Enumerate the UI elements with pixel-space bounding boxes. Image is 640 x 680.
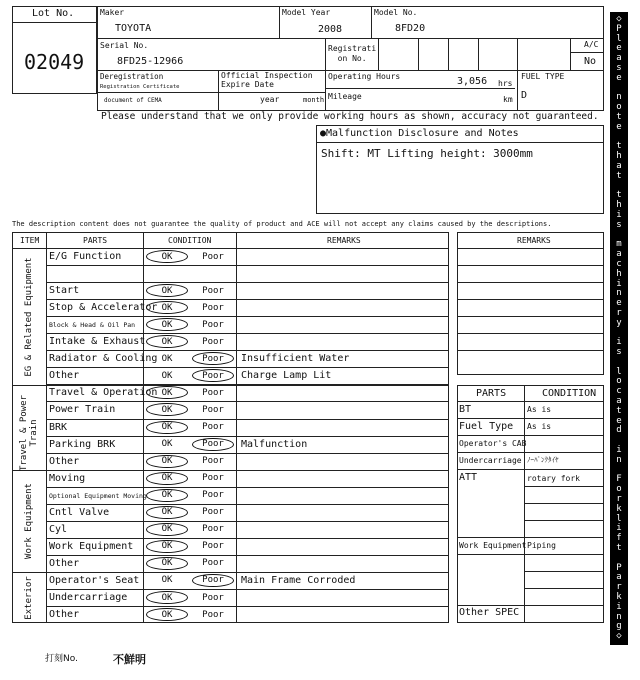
spec-part-undercarriage: Undercarriage — [459, 456, 522, 465]
condition-poor[interactable]: Poor — [202, 609, 224, 620]
spec-cond-work: Piping — [527, 541, 556, 550]
fuel-type-label: FUEL TYPE — [521, 72, 565, 81]
part-label: Block & Head & Oil Pan — [49, 321, 136, 330]
ac-label: A/C — [584, 40, 599, 49]
remarks2-table — [457, 232, 604, 375]
side-banner-char: k — [616, 503, 622, 514]
spec-condition-header: CONDITION — [542, 388, 597, 399]
remark-text: Main Frame Corroded — [241, 574, 356, 586]
side-banner-char: a — [616, 572, 622, 583]
part-label: Other — [49, 455, 80, 467]
spec-part-att: ATT — [459, 472, 478, 483]
remark-text: Charge Lamp Lit — [241, 370, 332, 382]
spec-cond-bt: As is — [527, 405, 552, 414]
condition-poor[interactable]: Poor — [202, 319, 224, 330]
side-banner-char: e — [616, 298, 622, 309]
maker-label: Maker — [100, 8, 125, 17]
side-banner-char: t — [616, 190, 622, 201]
condition-ok[interactable]: OK — [146, 455, 188, 468]
serial-value: 8FD25-12966 — [117, 56, 184, 67]
side-banner-char: d — [616, 425, 622, 436]
condition-poor[interactable]: Poor — [202, 251, 224, 262]
part-label: Operator's Seat — [49, 574, 140, 586]
dereg-label-3: document of CEMA — [104, 97, 162, 104]
side-banner-char: ◇ — [616, 631, 622, 642]
inspection-label-1: Official Inspection — [221, 71, 313, 80]
part-label: Cyl — [49, 523, 68, 535]
condition-ok[interactable]: OK — [146, 318, 188, 331]
condition-poor[interactable]: Poor — [192, 574, 234, 587]
dereg-label-2: Registration Certificate — [100, 84, 180, 90]
condition-poor[interactable]: Poor — [202, 524, 224, 535]
side-banner-char: o — [616, 102, 622, 113]
group-work: Work Equipment — [24, 483, 34, 559]
part-label: Other — [49, 609, 80, 621]
inspection-label-2: Expire Date — [221, 80, 274, 89]
side-banner-char: l — [616, 366, 622, 377]
model-year-value: 2008 — [318, 24, 343, 35]
side-banner-char: h — [616, 268, 622, 279]
side-banner-char: n — [616, 454, 622, 465]
part-label: Parking BRK — [49, 438, 116, 450]
condition-ok[interactable]: OK — [146, 403, 188, 416]
side-banner-char: t — [616, 543, 622, 554]
model-no-label: Model No. — [374, 8, 418, 17]
maker-value: TOYOTA — [115, 23, 152, 34]
remarks2-header: REMARKS — [517, 236, 551, 245]
condition-poor[interactable]: Poor — [202, 456, 224, 467]
part-label: Cntl Valve — [49, 506, 110, 518]
registration-label: Registrati on No. — [328, 44, 377, 63]
side-banner-char: e — [616, 43, 622, 54]
condition-poor[interactable]: Poor — [202, 285, 224, 296]
part-label: Work Equipment — [49, 540, 134, 552]
side-banner-char: t — [616, 111, 622, 122]
part-label: E/G Function — [49, 251, 122, 262]
part-label: Undercarriage — [49, 592, 128, 603]
condition-ok[interactable]: OK — [146, 489, 188, 502]
side-banner-char: a — [616, 249, 622, 260]
side-banner-char: g — [616, 621, 622, 632]
part-label: Stop & Accelerator — [49, 302, 158, 314]
side-banner-char: i — [616, 601, 622, 612]
side-banner-char: o — [616, 376, 622, 387]
remark-text: Malfunction — [241, 438, 308, 450]
remark-text: Insufficient Water — [241, 353, 350, 365]
part-label: Other — [49, 370, 80, 382]
condition-ok[interactable]: OK — [146, 301, 188, 314]
side-banner-char: t — [616, 405, 622, 416]
side-banner-char: c — [616, 258, 622, 269]
spec-part-cab: Operator's CAB — [459, 439, 527, 448]
condition-poor[interactable]: Poor — [202, 558, 224, 569]
side-banner-char: e — [616, 415, 622, 426]
side-banner-char: s — [616, 347, 622, 358]
lot-label: Lot No. — [32, 8, 75, 19]
side-banner-char: P — [616, 562, 622, 573]
condition-ok[interactable]: OK — [161, 353, 173, 364]
condition-ok[interactable]: OK — [146, 472, 188, 485]
side-banner-char: l — [616, 33, 622, 44]
part-label: Optional Equipment Moving — [49, 491, 147, 500]
condition-ok[interactable]: OK — [146, 591, 188, 604]
hours-notice: Please understand that we only provide working hours as shown, accuracy not guaranteed. — [101, 111, 599, 122]
side-banner-char: y — [616, 317, 622, 328]
condition-poor[interactable]: Poor — [202, 422, 224, 432]
side-banner-char: s — [616, 62, 622, 73]
condition-ok[interactable]: OK — [146, 421, 188, 434]
spec-cond-undercarriage: ﾉｰﾊﾟﾝｸﾀｲﾔ — [527, 456, 559, 464]
stamp-label: 打刻No. — [45, 654, 78, 664]
side-banner-char: k — [616, 592, 622, 603]
side-banner-char: l — [616, 513, 622, 524]
side-banner-char: r — [616, 582, 622, 593]
part-label: BRK — [49, 421, 68, 433]
condition-poor[interactable]: Poor — [192, 369, 234, 382]
condition-ok[interactable]: OK — [161, 370, 173, 381]
side-banner-char: r — [616, 307, 622, 318]
lot-number: 02049 — [24, 50, 85, 74]
side-banner-char: h — [616, 200, 622, 211]
side-banner-char: P — [616, 23, 622, 34]
spec-cond-fuel: As is — [527, 422, 552, 431]
condition-poor[interactable]: Poor — [202, 404, 224, 415]
condition-ok[interactable]: OK — [161, 439, 173, 450]
dereg-label-1: Deregistration — [100, 72, 164, 81]
condition-ok[interactable]: OK — [146, 557, 188, 570]
side-banner-char: n — [616, 92, 622, 103]
spec-part-bt: BT — [459, 404, 472, 415]
side-banner-char: a — [616, 160, 622, 171]
condition-poor[interactable]: Poor — [202, 490, 224, 501]
group-eg: EG & Related Equipment — [24, 257, 34, 377]
condition-poor[interactable]: Poor — [192, 438, 234, 451]
col-condition: CONDITION — [168, 236, 212, 245]
operating-hours-value: 3,056 — [457, 76, 488, 87]
condition-ok[interactable]: OK — [146, 386, 188, 399]
side-banner-char: t — [616, 170, 622, 181]
condition-ok[interactable]: OK — [161, 575, 173, 586]
side-banner-char: i — [616, 445, 622, 456]
condition-ok[interactable]: OK — [146, 284, 188, 297]
operating-hours-label: Operating Hours — [328, 72, 401, 81]
part-label: Start — [49, 285, 80, 297]
side-banner-char: ◇ — [616, 14, 622, 24]
disclaimer: The description content does not guarantee the quality of product and ACE will not accept any claims caused by the descriptions. — [12, 220, 552, 228]
side-banner-char: s — [616, 219, 622, 230]
part-label: Moving — [49, 472, 86, 484]
malfunction-title: ●Malfunction Disclosure and Notes — [320, 128, 519, 139]
part-label: Radiator & Cooling — [49, 353, 158, 365]
side-banner-char: i — [616, 523, 622, 534]
side-banner-char: t — [616, 141, 622, 152]
mileage-unit: km — [503, 95, 513, 104]
condition-poor[interactable]: Poor — [202, 541, 224, 552]
side-banner-char: n — [616, 288, 622, 299]
inspection-month: month — [303, 96, 325, 104]
side-banner-char: F — [616, 474, 622, 485]
side-banner — [610, 12, 628, 645]
condition-ok[interactable]: OK — [146, 250, 188, 263]
side-banner-char: i — [616, 337, 622, 348]
side-banner-char: e — [616, 121, 622, 132]
group-travel: Travel & Power Train — [19, 395, 39, 471]
condition-ok[interactable]: OK — [146, 608, 188, 621]
side-banner-char: a — [616, 53, 622, 64]
side-banner-char: f — [616, 533, 622, 544]
serial-label: Serial No. — [100, 41, 149, 50]
condition-poor[interactable]: Poor — [202, 336, 224, 347]
condition-ok[interactable]: OK — [146, 523, 188, 536]
col-remarks: REMARKS — [327, 236, 361, 245]
col-parts: PARTS — [83, 236, 108, 245]
condition-poor[interactable]: Poor — [202, 302, 224, 313]
side-banner-char: a — [616, 396, 622, 407]
mileage-label: Mileage — [328, 92, 362, 101]
inspection-year: year — [260, 95, 280, 104]
side-banner-char: o — [616, 484, 622, 495]
condition-ok[interactable]: OK — [146, 540, 188, 553]
spec-part-work: Work Equipment — [459, 541, 527, 550]
group-exterior: Exterior — [24, 576, 34, 620]
model-no-value: 8FD20 — [395, 23, 426, 34]
col-item: ITEM — [20, 236, 40, 245]
spec-parts-header: PARTS — [476, 388, 507, 399]
model-year-label: Model Year — [282, 8, 331, 17]
ac-value: No — [584, 56, 597, 67]
side-banner-char: h — [616, 151, 622, 162]
condition-poor[interactable]: Poor — [202, 387, 224, 398]
condition-poor[interactable]: Poor — [202, 507, 224, 518]
fuel-type-value: D — [521, 90, 528, 101]
condition-ok[interactable]: OK — [146, 506, 188, 519]
operating-hours-unit: hrs — [498, 79, 513, 88]
part-label: Other — [49, 557, 80, 569]
side-banner-char: c — [616, 386, 622, 397]
side-banner-char: n — [616, 611, 622, 622]
side-banner-char: i — [616, 209, 622, 220]
part-label: Intake & Exhaust — [49, 336, 146, 348]
condition-poor[interactable]: Poor — [192, 352, 234, 365]
spec-part-other: Other SPEC — [459, 607, 520, 618]
stamp-value: 不鮮明 — [113, 653, 146, 666]
side-banner-char: i — [616, 278, 622, 289]
part-label: Travel & Operation — [49, 387, 158, 399]
spec-part-fuel: Fuel Type — [459, 421, 514, 432]
condition-poor[interactable]: Poor — [202, 473, 224, 484]
spec-cond-att: rotary fork — [527, 474, 580, 483]
side-banner-char: m — [616, 239, 622, 250]
condition-poor[interactable]: Poor — [202, 592, 224, 603]
side-banner-char: e — [616, 72, 622, 83]
malfunction-notes: Shift: MT Lifting height: 3000mm — [321, 147, 533, 160]
condition-ok[interactable]: OK — [146, 335, 188, 348]
side-banner-char: r — [616, 494, 622, 505]
part-label: Power Train — [49, 404, 116, 416]
